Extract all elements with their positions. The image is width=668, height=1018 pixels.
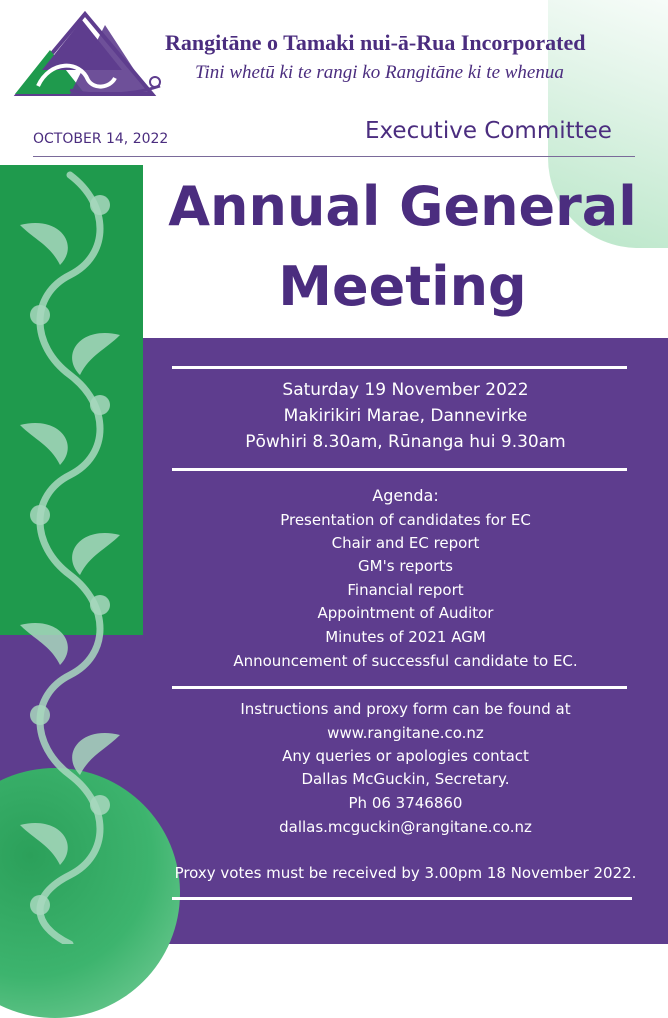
event-times: Pōwhiri 8.30am, Rūnanga hui 9.30am xyxy=(245,432,566,452)
divider-line xyxy=(172,686,627,689)
event-date: Saturday 19 November 2022 xyxy=(282,380,529,400)
queries-text: Any queries or apologies contact xyxy=(282,747,529,765)
agenda-item: Appointment of Auditor xyxy=(317,604,494,622)
agenda-item: Announcement of successful candidate to EC. xyxy=(233,652,578,670)
header-divider xyxy=(33,156,635,157)
divider-line xyxy=(172,897,632,900)
title-line-1: Annual General xyxy=(168,175,637,238)
contact-phone: Ph 06 3746860 xyxy=(348,794,463,812)
agenda-item: Minutes of 2021 AGM xyxy=(325,628,486,646)
rangitane-logo xyxy=(10,10,168,98)
event-venue: Makirikiri Marae, Dannevirke xyxy=(283,406,528,426)
agenda-heading: Agenda: xyxy=(372,486,439,505)
organisation-motto: Tini whetū ki te rangi ko Rangitāne ki te whenua xyxy=(195,62,564,83)
divider-line xyxy=(172,366,627,369)
contact-email[interactable]: dallas.mcguckin@rangitane.co.nz xyxy=(279,818,532,836)
agenda-item: Financial report xyxy=(347,581,464,599)
proxy-deadline: Proxy votes must be received by 3.00pm 18 November 2022. xyxy=(174,864,637,882)
contact-person: Dallas McGuckin, Secretary. xyxy=(301,770,510,788)
proxy-instructions: Instructions and proxy form can be found at xyxy=(240,700,571,718)
koru-pattern-decoration xyxy=(0,165,143,944)
agenda-item: Presentation of candidates for EC xyxy=(280,511,531,529)
agenda-item: GM's reports xyxy=(358,557,453,575)
divider-line xyxy=(172,468,627,471)
agenda-item: Chair and EC report xyxy=(331,534,480,552)
committee-heading: Executive Committee xyxy=(365,118,612,144)
website-link[interactable]: www.rangitane.co.nz xyxy=(327,724,484,742)
notice-date: OCTOBER 14, 2022 xyxy=(33,131,169,147)
title-line-2: Meeting xyxy=(278,255,527,318)
organisation-name: Rangitāne o Tamaki nui-ā-Rua Incorporated xyxy=(165,30,586,55)
